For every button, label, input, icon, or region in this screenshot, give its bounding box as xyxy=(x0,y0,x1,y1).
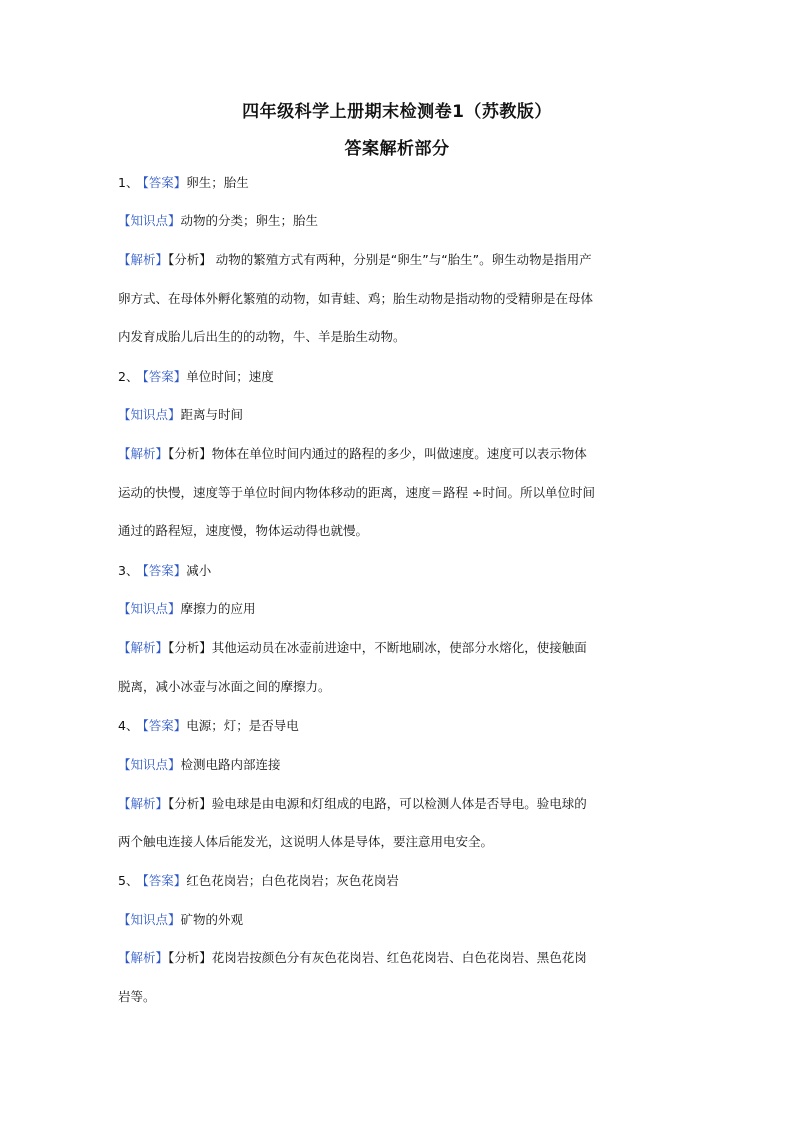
analysis-line-4-1 xyxy=(118,795,678,813)
analysis-line-2-2: 运动的快慢，速度等于单位时间内物体移动的距离，速度＝路程 ÷时间。所以单位时间 xyxy=(118,485,595,500)
knowledge-tag: 【知识点】 xyxy=(118,912,181,927)
knowledge-tag: 【知识点】 xyxy=(118,601,181,616)
answer-line-1 xyxy=(118,174,678,192)
analysis-line-4-2: 两个触电连接人体后能发光，这说明人体是导体，要注意用电安全。 xyxy=(118,834,494,849)
analysis-line-2-1 xyxy=(118,445,678,463)
answer-line-3 xyxy=(118,562,678,580)
analysis-text: 其他运动员在冰壶前进途中，不断地刷冰，使部分水熔化，使接触面 xyxy=(211,640,587,655)
knowledge-line-5 xyxy=(118,911,678,929)
item-number: 2、 xyxy=(118,369,139,384)
item-number: 1、 xyxy=(118,175,139,190)
analysis-text: 动物的繁殖方式有两种，分别是“卵生”与“胎生”。卵生动物是指用产 xyxy=(211,252,592,267)
answer-tag: 【答案】 xyxy=(142,563,187,578)
answer-tag: 【答案】 xyxy=(142,175,187,190)
knowledge-line-2 xyxy=(118,406,678,424)
knowledge-text: 矿物的外观 xyxy=(180,912,244,927)
analysis-tag: 【解析】 xyxy=(118,950,169,965)
analysis-line-1-3: 内发育成胎儿后出生的的动物，牛、羊是胎生动物。 xyxy=(118,329,406,344)
analysis-tag: 【解析】 xyxy=(118,796,169,811)
answer-tag: 【答案】 xyxy=(142,718,187,733)
answer-tag: 【答案】 xyxy=(142,873,187,888)
knowledge-line-4 xyxy=(118,756,678,774)
analysis-text: 花岗岩按颜色分有灰色花岗岩、红色花岗岩、白色花岗岩、黑色花岗 xyxy=(211,950,587,965)
answer-text: 卵生；胎生 xyxy=(186,175,249,190)
analysis-tag: 【解析】 xyxy=(118,446,169,461)
answer-tag: 【答案】 xyxy=(142,369,187,384)
answer-text: 电源；灯；是否导电 xyxy=(186,718,299,733)
knowledge-text: 检测电路内部连接 xyxy=(180,757,281,772)
knowledge-line-3 xyxy=(118,600,678,618)
knowledge-text: 距离与时间 xyxy=(180,407,244,422)
analysis-text: 物体在单位时间内通过的路程的多少，叫做速度。速度可以表示物体 xyxy=(211,446,587,461)
knowledge-line-1 xyxy=(118,212,678,230)
item-number: 5、 xyxy=(118,873,139,888)
knowledge-tag: 【知识点】 xyxy=(118,213,181,228)
document-title: 四年级科学上册期末检测卷1（苏教版） xyxy=(242,102,552,122)
fenxi-tag: 【分析】 xyxy=(168,252,212,267)
answer-line-5 xyxy=(118,872,678,890)
analysis-text: 验电球是由电源和灯组成的电路，可以检测人体是否导电。验电球的 xyxy=(211,796,587,811)
document-subtitle: 答案解析部分 xyxy=(344,139,450,159)
fenxi-tag: 【分析】 xyxy=(168,950,212,965)
analysis-line-3-1 xyxy=(118,639,678,657)
knowledge-tag: 【知识点】 xyxy=(118,407,181,422)
analysis-line-1-2: 卵方式、在母体外孵化繁殖的动物，如青蛙、鸡；胎生动物是指动物的受精卵是在母体 xyxy=(118,291,594,306)
fenxi-tag: 【分析】 xyxy=(168,796,212,811)
knowledge-text: 摩擦力的应用 xyxy=(180,601,256,616)
item-number: 4、 xyxy=(118,718,139,733)
knowledge-text: 动物的分类；卵生；胎生 xyxy=(180,213,319,228)
analysis-line-1-1 xyxy=(118,251,678,269)
answer-line-4 xyxy=(118,717,678,735)
fenxi-tag: 【分析】 xyxy=(168,640,212,655)
fenxi-tag: 【分析】 xyxy=(168,446,212,461)
analysis-line-2-3: 通过的路程短，速度慢，物体运动得也就慢。 xyxy=(118,523,369,538)
analysis-tag: 【解析】 xyxy=(118,640,169,655)
answer-text: 减小 xyxy=(186,563,212,578)
analysis-line-5-1 xyxy=(118,949,678,967)
knowledge-tag: 【知识点】 xyxy=(118,757,181,772)
analysis-tag: 【解析】 xyxy=(118,252,169,267)
answer-text: 红色花岗岩；白色花岗岩；灰色花岗岩 xyxy=(186,873,399,888)
analysis-line-5-2: 岩等。 xyxy=(118,989,156,1004)
item-number: 3、 xyxy=(118,563,139,578)
answer-line-2 xyxy=(118,368,678,386)
answer-text: 单位时间；速度 xyxy=(186,369,274,384)
analysis-line-3-2: 脱离，减小冰壶与冰面之间的摩擦力。 xyxy=(118,679,331,694)
